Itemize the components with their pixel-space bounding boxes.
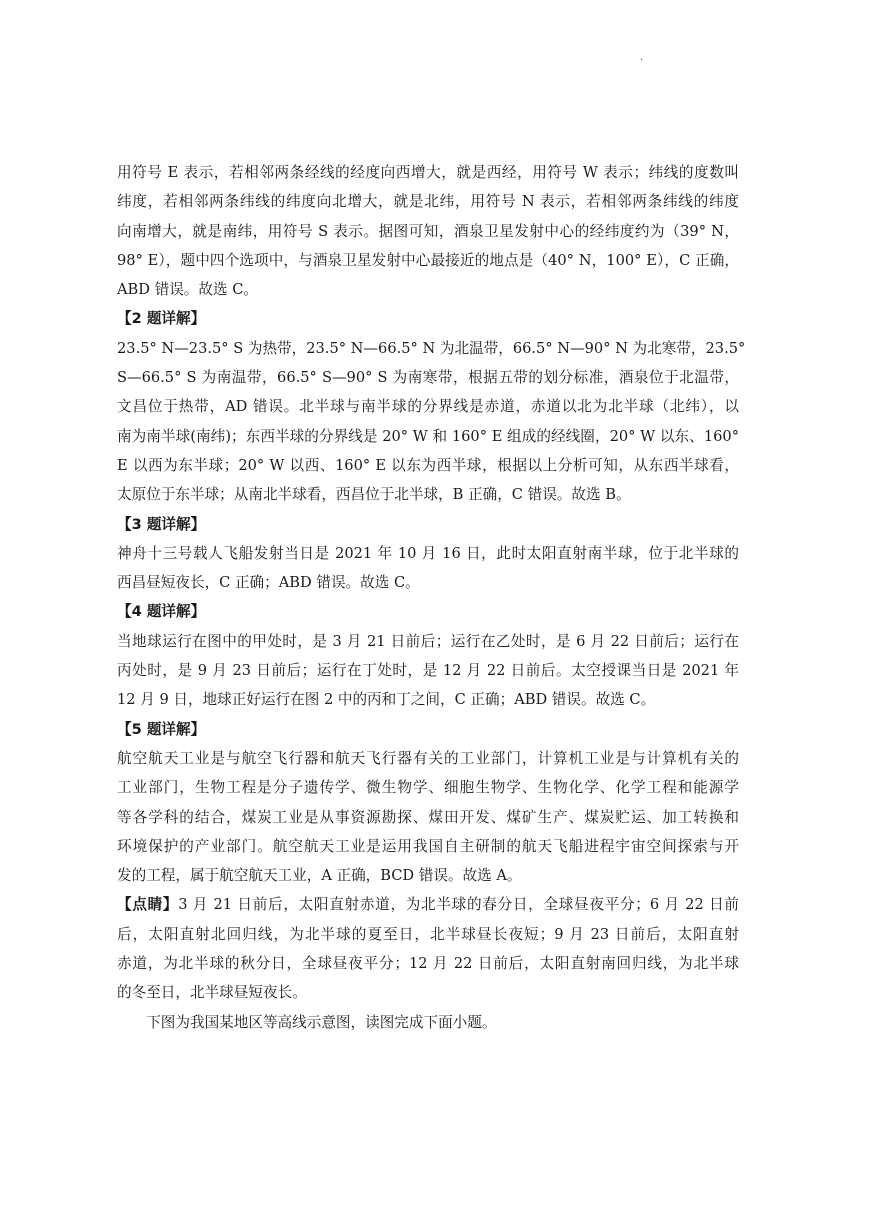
text-line: 环境保护的产业部门。航空航天工业是运用我国自主研制的航天飞船进程宇宙空间探索与开 xyxy=(117,837,739,855)
text-line: 等各学科的结合，煤炭工业是从事资源勘探、煤田开发、煤矿生产、煤炭贮运、加工转换和 xyxy=(117,808,739,826)
heading-q5-detail: 【5 题详解】 xyxy=(117,720,206,738)
text-line: 的冬至日，北半球昼短夜长。 xyxy=(117,984,307,1002)
heading-q2-detail: 【2 题详解】 xyxy=(117,310,206,328)
tip-first-line xyxy=(117,890,739,919)
text-line: 12 月 9 日，地球正好运行在图 2 中的丙和丁之间，C 正确；ABD 错误。故选 C。 xyxy=(117,691,656,709)
text-line: 南为南半球(南纬)；东西半球的分界线是 20° W 和 160° E 组成的经线圈，20° W 以东、160° xyxy=(117,427,739,445)
paragraph-q3-detail xyxy=(117,539,739,598)
text-line: 航空航天工业是与航空飞行器和航天飞行器有关的工业部门，计算机工业是与计算机有关的 xyxy=(117,749,739,767)
text-line: 后，太阳直射北回归线，为北半球的夏至日，北半球昼长夜短；9 月 23 日前后，太阳直射 xyxy=(117,925,739,943)
text-line: 工业部门，生物工程是分子遗传学、微生物学、细胞生物学、生物化学、化学工程和能源学 xyxy=(117,779,739,797)
text-line: 发的工程，属于航空航天工业，A 正确，BCD 错误。故选 A。 xyxy=(117,867,522,885)
paragraph-q1-detail xyxy=(117,158,739,304)
paragraph-q5-detail xyxy=(117,744,739,890)
question-intro: 下图为我国某地区等高线示意图，读图完成下面小题。 xyxy=(146,1013,497,1031)
heading-q4-detail: 【4 题详解】 xyxy=(117,603,206,621)
tip-label: 【点睛】 xyxy=(117,896,179,914)
text-line: 赤道，为北半球的秋分日，全球昼夜平分；12 月 22 日前后，太阳直射南回归线，为北半球 xyxy=(117,955,739,973)
text-line: 太原位于东半球；从南北半球看，西昌位于北半球，B 正确，C 错误。故选 B。 xyxy=(117,486,631,504)
text-line: 23.5° N—23.5° S 为热带，23.5° N—66.5° N 为北温带，66.5° N—90° N 为北寒带，23.5° xyxy=(117,339,746,357)
paragraph-q2-detail xyxy=(117,334,746,510)
text-line: 98° E），题中四个选项中，与酒泉卫星发射中心最接近的地点是（40° N，100° E），C 正确， xyxy=(117,251,739,269)
text-line: 纬度，若相邻两条纬线的纬度向北增大，就是北纬，用符号 N 表示，若相邻两条纬线的纬度 xyxy=(117,193,739,211)
text-line: 西昌昼短夜长，C 正确；ABD 错误。故选 C。 xyxy=(117,574,420,592)
paragraph-q4-detail xyxy=(117,627,739,715)
tip-text: 3 月 21 日前后，太阳直射赤道，为北半球的春分日，全球昼夜平分；6 月 22 日前 xyxy=(178,896,739,914)
text-line: 丙处时，是 9 月 23 日前后；运行在丁处时，是 12 月 22 日前后。太空授课当日是 2021 年 xyxy=(117,662,739,680)
text-line: S—66.5° S 为南温带，66.5° S—90° S 为南寒带，根据五带的划分标准，酒泉位于北温带， xyxy=(117,369,739,387)
tip-section xyxy=(117,890,739,1007)
heading-q3-detail: 【3 题详解】 xyxy=(117,515,206,533)
answer-explanations xyxy=(117,158,746,1037)
text-line: ABD 错误。故选 C。 xyxy=(117,281,258,299)
text-line: 神舟十三号载人飞船发射当日是 2021 年 10 月 16 日，此时太阳直射南半球，位于北半球的 xyxy=(117,544,739,562)
text-line: 文昌位于热带，AD 错误。北半球与南半球的分界线是赤道，赤道以北为北半球（北纬），以 xyxy=(117,398,739,416)
text-line: 向南增大，就是南纬，用符号 S 表示。据图可知，酒泉卫星发射中心的经纬度约为（39° N， xyxy=(117,222,739,240)
text-line: 用符号 E 表示，若相邻两条经线的经度向西增大，就是西经，用符号 W 表示；纬线的度数叫 xyxy=(117,164,739,181)
text-line: E 以西为东半球；20° W 以西、160° E 以东为西半球，根据以上分析可知，从东西半球看， xyxy=(117,456,739,474)
text-line: 当地球运行在图中的甲处时，是 3 月 21 日前后；运行在乙处时，是 6 月 22 日前后；运行在 xyxy=(117,632,739,650)
header-mark: . xyxy=(640,52,644,63)
